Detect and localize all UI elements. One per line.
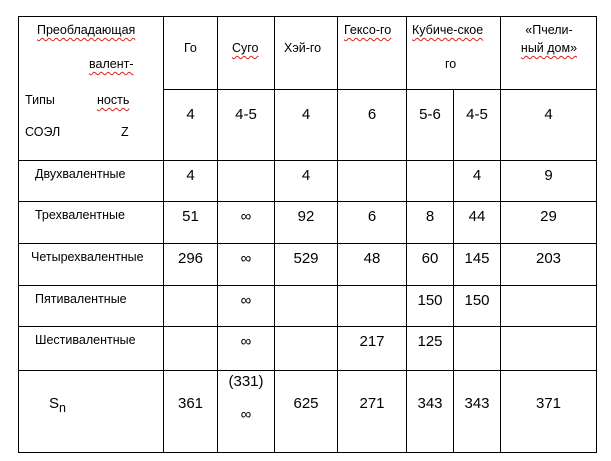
cell: ∞ (218, 243, 275, 285)
header-nost: ность (97, 93, 130, 107)
row-label-hexavalent: Шестивалентные (19, 327, 164, 371)
cell: 48 (338, 243, 407, 285)
row-label-pentavalent: Пятивалентные (19, 285, 164, 327)
cell: 150 (407, 285, 454, 327)
cell: 4 (275, 161, 338, 202)
cell (407, 161, 454, 202)
sum-sugo-top: (331) (228, 373, 264, 391)
cell: 9 (501, 161, 597, 202)
cell (164, 327, 218, 371)
col-header-sugo: Суго (218, 17, 275, 90)
cell: 51 (164, 202, 218, 244)
col-header-cubic-line2: го (445, 57, 457, 71)
valency-cubic-b: 4-5 (454, 90, 501, 161)
cell (275, 285, 338, 327)
cell: 217 (338, 327, 407, 371)
cell: ∞ (218, 327, 275, 371)
row-label-trivalent: Трехвалентные (19, 202, 164, 244)
cell (164, 285, 218, 327)
sum-sugo-bottom: ∞ (240, 406, 252, 424)
cell: 6 (338, 202, 407, 244)
valency-go: 4 (164, 90, 218, 161)
sum-gekso-go: 271 (338, 371, 407, 453)
valency-sugo: 4-5 (218, 90, 275, 161)
sum-hey-go: 625 (275, 371, 338, 453)
cell: 44 (454, 202, 501, 244)
col-header-cubic: Кубиче-ское го (407, 17, 501, 90)
cell: 296 (164, 243, 218, 285)
cell (275, 327, 338, 371)
valency-cubic-a: 5-6 (407, 90, 454, 161)
cell (338, 285, 407, 327)
cell: 8 (407, 202, 454, 244)
cell (338, 161, 407, 202)
col-header-honeycomb: «Пчели- ный дом» (501, 17, 597, 90)
sum-cubic-a: 343 (407, 371, 454, 453)
cell: ∞ (218, 202, 275, 244)
header-soel: СОЭЛ (25, 125, 61, 139)
sum-cubic-b: 343 (454, 371, 501, 453)
cell (218, 161, 275, 202)
col-header-hey-go: Хэй-го (275, 17, 338, 90)
cell: 4 (164, 161, 218, 202)
col-header-go: Го (164, 17, 218, 90)
cell: 529 (275, 243, 338, 285)
valency-honeycomb: 4 (501, 90, 597, 161)
sum-honeycomb: 371 (501, 371, 597, 453)
header-z: Z (121, 125, 129, 139)
header-types: Типы (25, 93, 55, 107)
header-dominant: Преобладающая (37, 23, 136, 37)
valency-hey-go: 4 (275, 90, 338, 161)
sum-symbol: S (49, 395, 60, 413)
row-label-tetravalent: Четырехвалентные (19, 243, 164, 285)
cell: 145 (454, 243, 501, 285)
col-header-gekso-go: Гексо-го (338, 17, 407, 90)
corner-header-cell (19, 17, 164, 161)
sum-sugo (218, 371, 275, 453)
header-valent: валент- (89, 57, 134, 71)
valency-gekso-go: 6 (338, 90, 407, 161)
cell: 60 (407, 243, 454, 285)
cell: 4 (454, 161, 501, 202)
cell: 150 (454, 285, 501, 327)
cell: ∞ (218, 285, 275, 327)
valence-table (18, 16, 597, 453)
cell (501, 285, 597, 327)
cell: 29 (501, 202, 597, 244)
sum-subscript: n (59, 401, 66, 416)
row-label-divalent: Двухвалентные (19, 161, 164, 202)
cell (454, 327, 501, 371)
cell: 125 (407, 327, 454, 371)
sum-go: 361 (164, 371, 218, 453)
cell (501, 327, 597, 371)
cell: 203 (501, 243, 597, 285)
row-label-sum (19, 371, 164, 453)
cell: 92 (275, 202, 338, 244)
